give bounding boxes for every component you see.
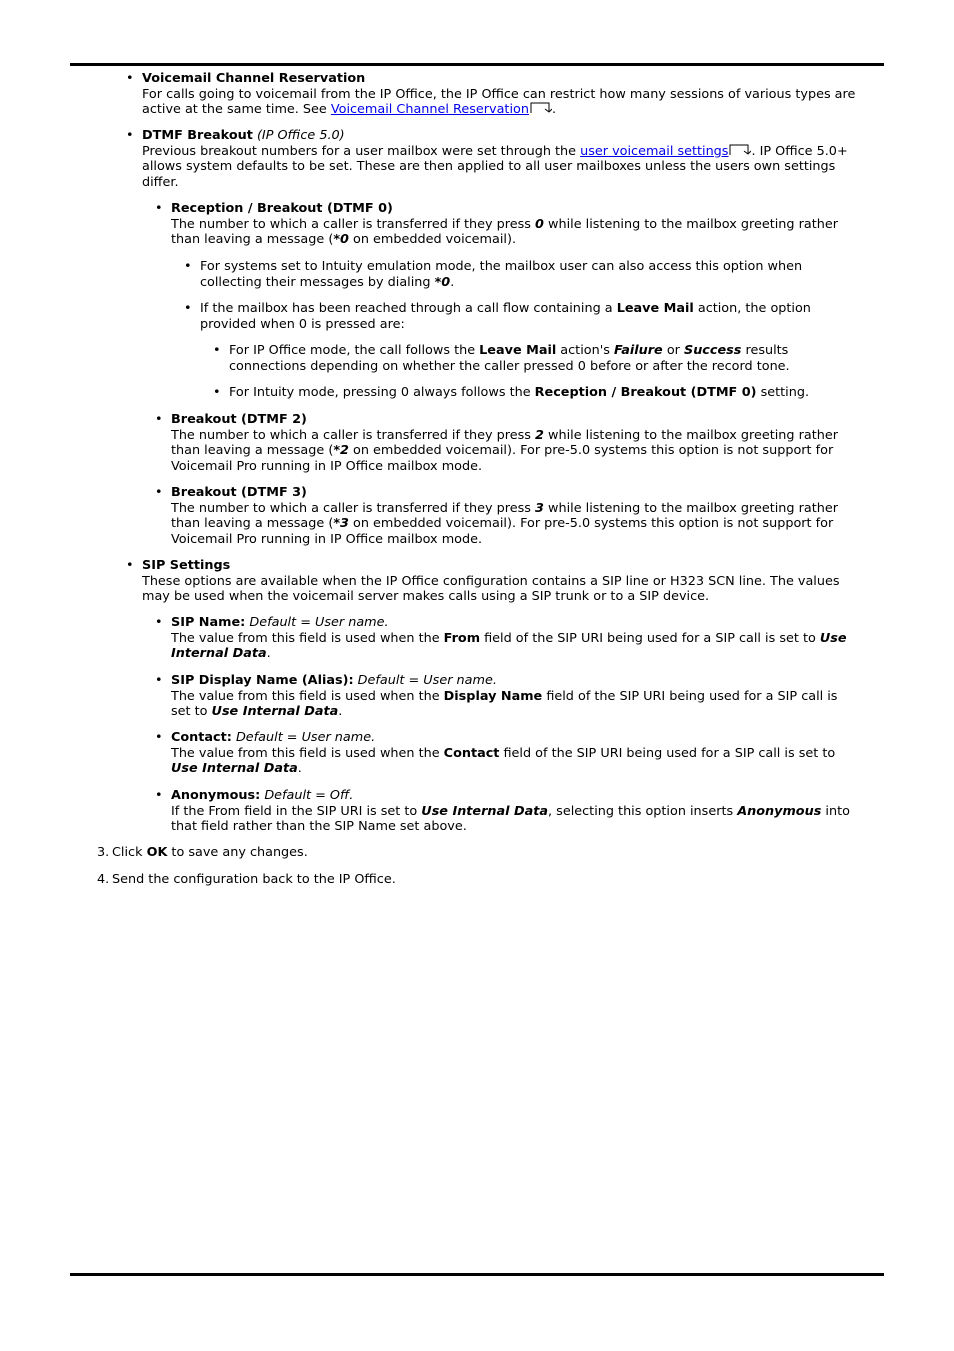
page-ref-icon[interactable] [729, 144, 751, 155]
step-number: 3. [97, 845, 110, 860]
bullet [126, 71, 133, 87]
bullet [184, 301, 191, 317]
breakout-3-item: Breakout (DTMF 3) The number to which a caller is transferred if they press 3 while listening to the mailbox greeting rather than leaving a message (*3 on embedded voicemail). For pre-5.0 systems this option is not support for Voicemail Pro running in IP Office mailbox mode. [171, 485, 838, 548]
breakout-2-item: Breakout (DTMF 2) The number to which a caller is transferred if they press 2 while listening to the mailbox greeting rather than leaving a message (*2 on embedded voicemail). For pre-5.0 systems this option is not support for Voicemail Pro running in IP Office mailbox mode. [171, 412, 838, 475]
item-title: DTMF Breakout [142, 128, 253, 143]
item-desc: For calls going to voicemail from the IP Office, the IP Office can restrict how many sessions of various types are active at the same time. See [142, 86, 856, 118]
voicemail-channel-item: Voicemail Channel Reservation For calls going to voicemail from the IP Office, the IP Office can restrict how many sessions of various types are active at the same time. See Voicemail Channel Reservation . [142, 71, 856, 118]
bottom-rule [70, 1273, 884, 1276]
reception-item: Reception / Breakout (DTMF 0) The number to which a caller is transferred if they press 0 while listening to the mailbox greeting rather than leaving a message (*0 on embedded voicemail). [171, 201, 838, 248]
bullet [213, 343, 220, 359]
bullet [155, 788, 162, 804]
ip-office-mode-note: For IP Office mode, the call follows the Leave Mail action's Failure or Success results connections depending on whether the caller pressed 0 before or after the record tone. [229, 343, 790, 374]
bullet [126, 128, 133, 144]
bullet [155, 615, 162, 631]
item-version: (IP Office 5.0) [256, 128, 345, 143]
sip-anonymous-item: Anonymous: Default = Off. If the From field in the SIP URI is set to Use Internal Data, selecting this option inserts Anonymous into that field rather than the SIP Name set above. [171, 788, 850, 835]
step-number: 4. [97, 872, 110, 887]
user-voicemail-settings-link[interactable]: user voicemail settings [580, 143, 729, 159]
bullet [155, 201, 162, 217]
sip-display-name-item: SIP Display Name (Alias): Default = User name. The value from this field is used when the Display Name field of the SIP URI being used for a SIP call is set to Use Internal Data. [171, 673, 838, 720]
bullet [155, 485, 162, 501]
top-rule [70, 63, 884, 66]
step-4: Send the configuration back to the IP Office. [112, 872, 396, 887]
sip-name-item: SIP Name: Default = User name. The value from this field is used when the From field of the SIP URI being used for a SIP call is set to Use Internal Data. [171, 615, 847, 662]
bullet [155, 730, 162, 746]
voicemail-channel-link[interactable]: Voicemail Channel Reservation [330, 102, 529, 118]
sip-contact-item: Contact: Default = User name. The value from this field is used when the Contact field of the SIP URI being used for a SIP call is set to Use Internal Data. [171, 730, 836, 777]
bullet [213, 385, 220, 401]
item-title: SIP Settings [142, 558, 231, 573]
page-ref-icon[interactable] [530, 102, 552, 113]
bullet [155, 412, 162, 428]
dtmf-breakout-item: DTMF Breakout (IP Office 5.0) Previous breakout numbers for a user mailbox were set through the user voicemail settings . IP Office 5.0+ allows system defaults to be set. These are then applied to all user mailboxes unless the users own settings differ. [142, 128, 848, 191]
bullet [155, 673, 162, 689]
intuity-note: For systems set to Intuity emulation mode, the mailbox user can also access this option when collecting their messages by dialing *0. [200, 259, 803, 290]
step-3: Click OK to save any changes. [112, 845, 308, 860]
item-title: Voicemail Channel Reservation [142, 71, 366, 86]
bullet [126, 558, 133, 574]
item-title: Reception / Breakout (DTMF 0) [171, 201, 393, 216]
leave-mail-note: If the mailbox has been reached through a call flow containing a Leave Mail action, the option provided when 0 is pressed are: [200, 301, 811, 332]
bullet [184, 259, 191, 275]
item-title: Breakout (DTMF 3) [171, 485, 307, 500]
item-title: Breakout (DTMF 2) [171, 412, 307, 427]
sip-settings-item: SIP Settings These options are available when the IP Office configuration contains a SIP line or H323 SCN line. The values may be used when the voicemail server makes calls using a SIP trunk or to a SIP device. [142, 558, 840, 605]
intuity-mode-note: For Intuity mode, pressing 0 always follows the Reception / Breakout (DTMF 0) setting. [229, 385, 810, 400]
